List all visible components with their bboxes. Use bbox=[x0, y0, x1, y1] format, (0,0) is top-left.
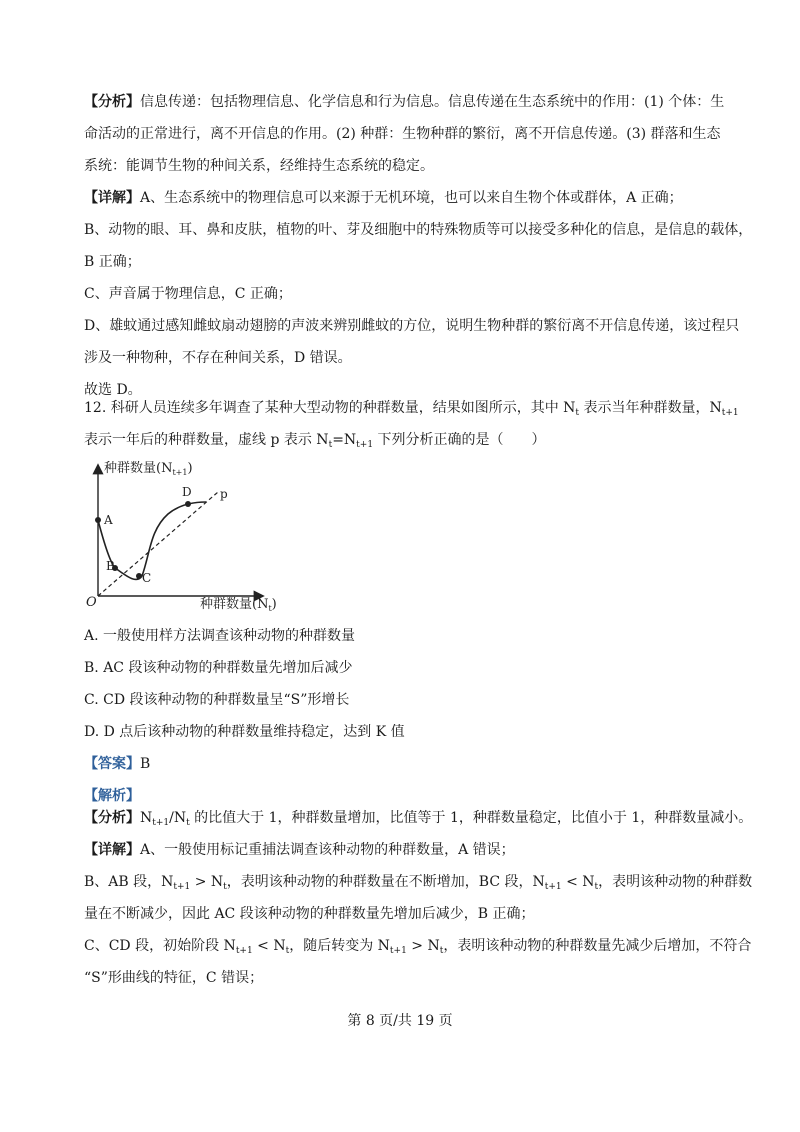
analysis-line: 命活动的正常进行，离不开信息的作用。(2) 种群：生物种群的繁衍，离不开信息传递。(3) 群落和生态 bbox=[84, 126, 721, 142]
question-12 bbox=[84, 392, 739, 456]
y-axis-label: 种群数量$(N_{t+1})$ bbox=[104, 461, 193, 477]
detail2-c: C、CD 段，初始阶段 $N_{t+1} < N_t$，随后转变为 $N_{t+1} > N_t$，表明该种动物的种群数量先减少后增加，不符合 bbox=[84, 938, 752, 956]
analysis-section bbox=[84, 86, 753, 406]
x-axis-label: 种群数量$(N_t)$ bbox=[200, 597, 277, 613]
point-c-label: C bbox=[142, 571, 152, 585]
jiexi-tag: 【解析】 bbox=[84, 788, 140, 804]
detail-tag: 【详解】 bbox=[84, 190, 140, 206]
detail-line: C、声音属于物理信息，C 正确； bbox=[84, 286, 292, 302]
solution-section bbox=[84, 802, 753, 994]
question-text: 下列分析正确的是（ ） bbox=[373, 432, 546, 448]
analysis-line: 信息传递：包括物理信息、化学信息和行为信息。信息传递在生态系统中的作用：(1) 个体：生 bbox=[140, 94, 725, 110]
option-b: B. AC 段该种动物的种群数量先增加后减少 bbox=[84, 660, 353, 676]
point-a-label: A bbox=[104, 513, 113, 527]
analysis-tag: 【分析】 bbox=[84, 94, 140, 110]
detail-line: B 正确； bbox=[84, 254, 141, 270]
detail-line: 故选 D。 bbox=[84, 382, 142, 398]
population-graph bbox=[84, 458, 294, 618]
detail2-a: A、一般使用标记重捕法调查该种动物的种群数量，A 错误； bbox=[140, 842, 515, 858]
origin-label: O bbox=[86, 595, 97, 610]
question-number: 12. bbox=[84, 400, 107, 416]
dashed-line-p bbox=[98, 492, 218, 596]
detail-line: D、雄蚊通过感知雌蚊扇动翅膀的声波来辨别雌蚊的方位，说明生物种群的繁衍离不开信息传递，该过程只 bbox=[84, 318, 740, 334]
question-text: 表示当年种群数量，N bbox=[579, 400, 722, 416]
point-a-marker bbox=[95, 517, 101, 523]
analysis2-text: 的比值大于 1，种群数量增加，比值等于 1，种群数量稳定，比值小于 1，种群数量减小。 bbox=[189, 810, 753, 826]
detail-line: B、动物的眼、耳、鼻和皮肤，植物的叶、芽及细胞中的特殊物质等可以接受多种化的信息，是信息的载体， bbox=[84, 222, 753, 238]
point-d-marker bbox=[185, 501, 191, 507]
question-text: 科研人员连续多年调查了某种大型动物的种群数量，结果如图所示，其中 N bbox=[110, 400, 576, 416]
subscript: t+1 bbox=[152, 818, 170, 828]
analysis2-tag: 【分析】 bbox=[84, 810, 140, 826]
page-footer: 第 8 页/共 19 页 bbox=[347, 1013, 453, 1029]
option-d: D. D 点后该种动物的种群数量维持稳定，达到 K 值 bbox=[84, 724, 405, 740]
analysis2-text: N bbox=[140, 810, 153, 826]
subscript: t+1 bbox=[356, 440, 374, 450]
options-list bbox=[84, 620, 724, 812]
subscript: t bbox=[328, 440, 333, 450]
subscript: t bbox=[575, 408, 580, 418]
detail2-tag: 【详解】 bbox=[84, 842, 140, 858]
detail-line: 涉及一种物种，不存在种间关系，D 错误。 bbox=[84, 350, 352, 366]
point-d-label: D bbox=[182, 485, 192, 499]
detail2-c-cont: “S”形曲线的特征，C 错误； bbox=[84, 970, 264, 986]
subscript: t+1 bbox=[721, 408, 739, 418]
analysis2-text: /N bbox=[169, 810, 187, 826]
detail-line: A、生态系统中的物理信息可以来源于无机环境，也可以来自生物个体或群体，A 正确； bbox=[140, 190, 683, 206]
detail2-b: B、AB 段，$N_{t+1} > N_t$，表明该种动物的种群数量在不断增加，BC 段，$N_{t+1} < N_t$，表明该种动物的种群数 bbox=[84, 874, 753, 892]
question-text: 表示一年后的种群数量，虚线 p 表示 N bbox=[84, 432, 329, 448]
option-c: C. CD 段该种动物的种群数量呈“S”形增长 bbox=[84, 692, 350, 708]
question-text: =N bbox=[332, 432, 357, 448]
point-b-label: B bbox=[106, 559, 115, 573]
subscript: t bbox=[186, 818, 190, 828]
answer-value: B bbox=[140, 756, 151, 772]
option-a: A. 一般使用样方法调查该种动物的种群数量 bbox=[84, 628, 356, 644]
line-p-label: p bbox=[220, 487, 228, 501]
answer-tag: 【答案】 bbox=[84, 756, 140, 772]
analysis-line: 系统：能调节生物的种间关系，经维持生态系统的稳定。 bbox=[84, 158, 434, 174]
detail2-b-cont: 量在不断减少，因此 AC 段该种动物的种群数量先增加后减少，B 正确； bbox=[84, 906, 535, 922]
